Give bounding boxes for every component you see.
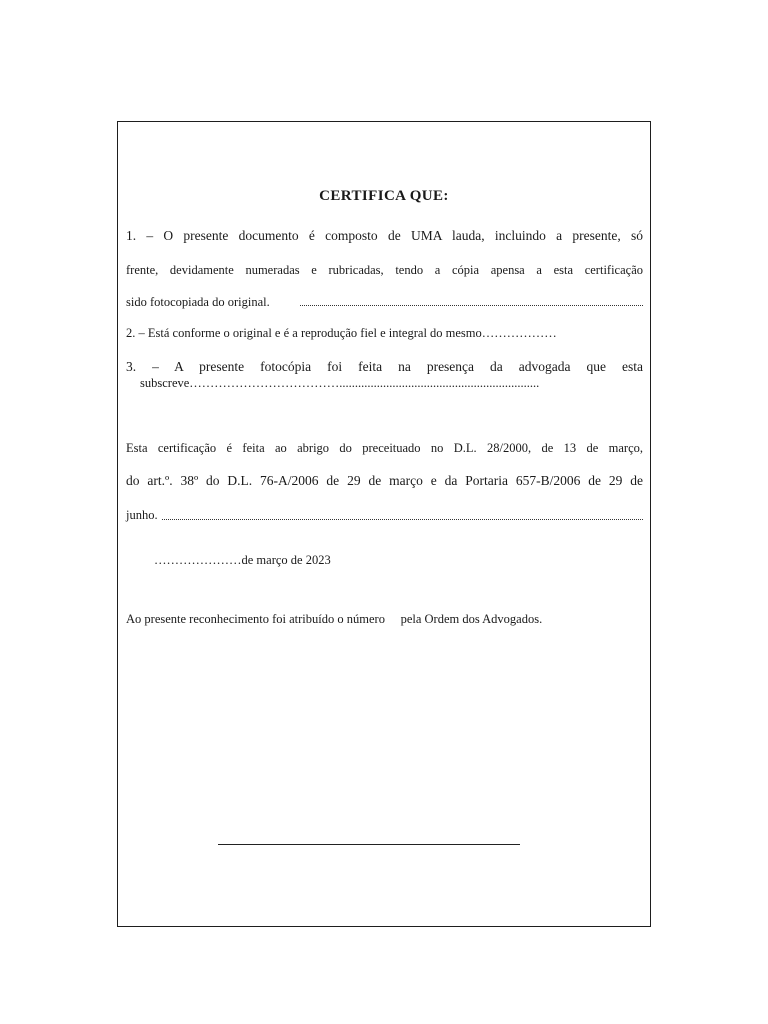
item1-line2: frente, devidamente numeradas e rubricadas, tendo a cópia apensa a esta certificação [126,263,643,277]
item1-dot-leader [300,305,643,306]
item3-line2: subscreve………………………………................................................................ [140,376,540,390]
certification-line3: junho. [126,508,158,522]
item3-line1: 3. – A presente fotocópia foi feita na presença da advogada que esta [126,359,643,374]
signature-line [218,844,520,845]
item1-line1: 1. – O presente documento é composto de UMA lauda, incluindo a presente, só [126,228,643,243]
item1-line3: sido fotocopiada do original. [126,295,270,309]
date-line: …………………de março de 2023 [154,553,331,567]
certification-dot-leader [162,519,643,520]
document-title: CERTIFICA QUE: [319,188,449,204]
recognition-line: Ao presente reconhecimento foi atribuído o número pela Ordem dos Advogados. [126,612,543,626]
certification-line2: do art.º. 38º do D.L. 76-A/2006 de 29 de março e da Portaria 657-B/2006 de 29 de [126,473,643,488]
certification-line1: Esta certificação é feita ao abrigo do preceituado no D.L. 28/2000, de 13 de março, [126,441,643,455]
item2-line1: 2. – Está conforme o original e é a reprodução fiel e integral do mesmo……………… [126,326,557,340]
